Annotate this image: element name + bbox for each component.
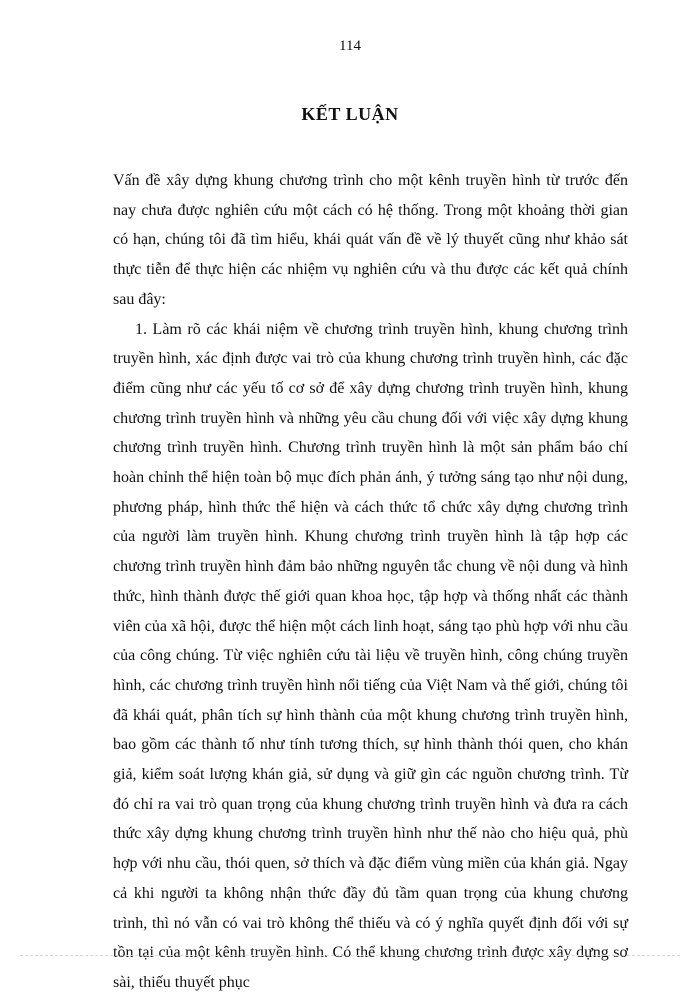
finding-paragraph-1: 1. Làm rõ các khái niệm về chương trình truyền hình, khung chương trình truyền hình, xác định được vai trò của khung chương trình truyền hình, các đặc điểm cũng như các yếu tố cơ sở để xây dựng chương trình truyền hình, khung chương trình truyền hình và những yêu cầu chung đối với việc xây dựng khung chương trình truyền hình. Chương trình truyền hình là một sản phẩm báo chí hoàn chỉnh thể hiện toàn bộ mục đích phản ánh, ý tưởng sáng tạo như nội dung, phương pháp, hình thức thể hiện và cách thức tổ chức xây dựng chương trình của người làm truyền hình. Khung chương trình truyền hình là tập hợp các chương trình truyền hình đảm bảo những nguyên tắc chung về nội dung và hình thức, hình thành được thế giới quan khoa học, tập hợp và thống nhất các thành viên của xã hội, được thể hiện một cách linh hoạt, sáng tạo phù hợp với nhu cầu của công chúng. Từ việc nghiên cứu tài liệu về truyền hình, công chúng truyền hình, các chương trình truyền hình nổi tiếng của Việt Nam và thế giới, chúng tôi đã khái quát, phân tích sự hình thành của một khung chương trình truyền hình, bao gồm các thành tố như tính tương thích, sự hình thành thói quen, cho khán giả, kiểm soát lượng khán giả, sử dụng và giữ gìn các nguồn chương trình. Từ đó chỉ ra vai trò quan trọng của khung chương trình truyền hình và đưa ra cách thức xây dựng khung chương trình truyền hình như thế nào cho hiệu quả, phù hợp với nhu cầu, thói quen, sở thích và đặc điểm vùng miền của khán giả. Ngay cả khi người ta không nhận thức đầy đủ tầm quan trọng của khung chương trình, thì nó vẫn có vai trò không thể thiếu và có ý nghĩa quyết định đối với sự tồn tại của một kênh truyền hình. Có thể khung chương trình được xây dựng sơ sài, thiếu thuyết phục — [113, 320, 628, 991]
page-bottom-rule — [20, 955, 680, 956]
page-number: 114 — [339, 38, 361, 54]
body-text — [113, 166, 628, 998]
chapter-title: KẾT LUẬN — [301, 104, 399, 124]
intro-paragraph: Vấn đề xây dựng khung chương trình cho một kênh truyền hình từ trước đến nay chưa được nghiên cứu một cách có hệ thống. Trong một khoảng thời gian có hạn, chúng tôi đã tìm hiểu, khái quát vấn đề về lý thuyết cũng như khảo sát thực tiễn để thực hiện các nhiệm vụ nghiên cứu và thu được các kết quả chính sau đây: — [113, 172, 628, 308]
